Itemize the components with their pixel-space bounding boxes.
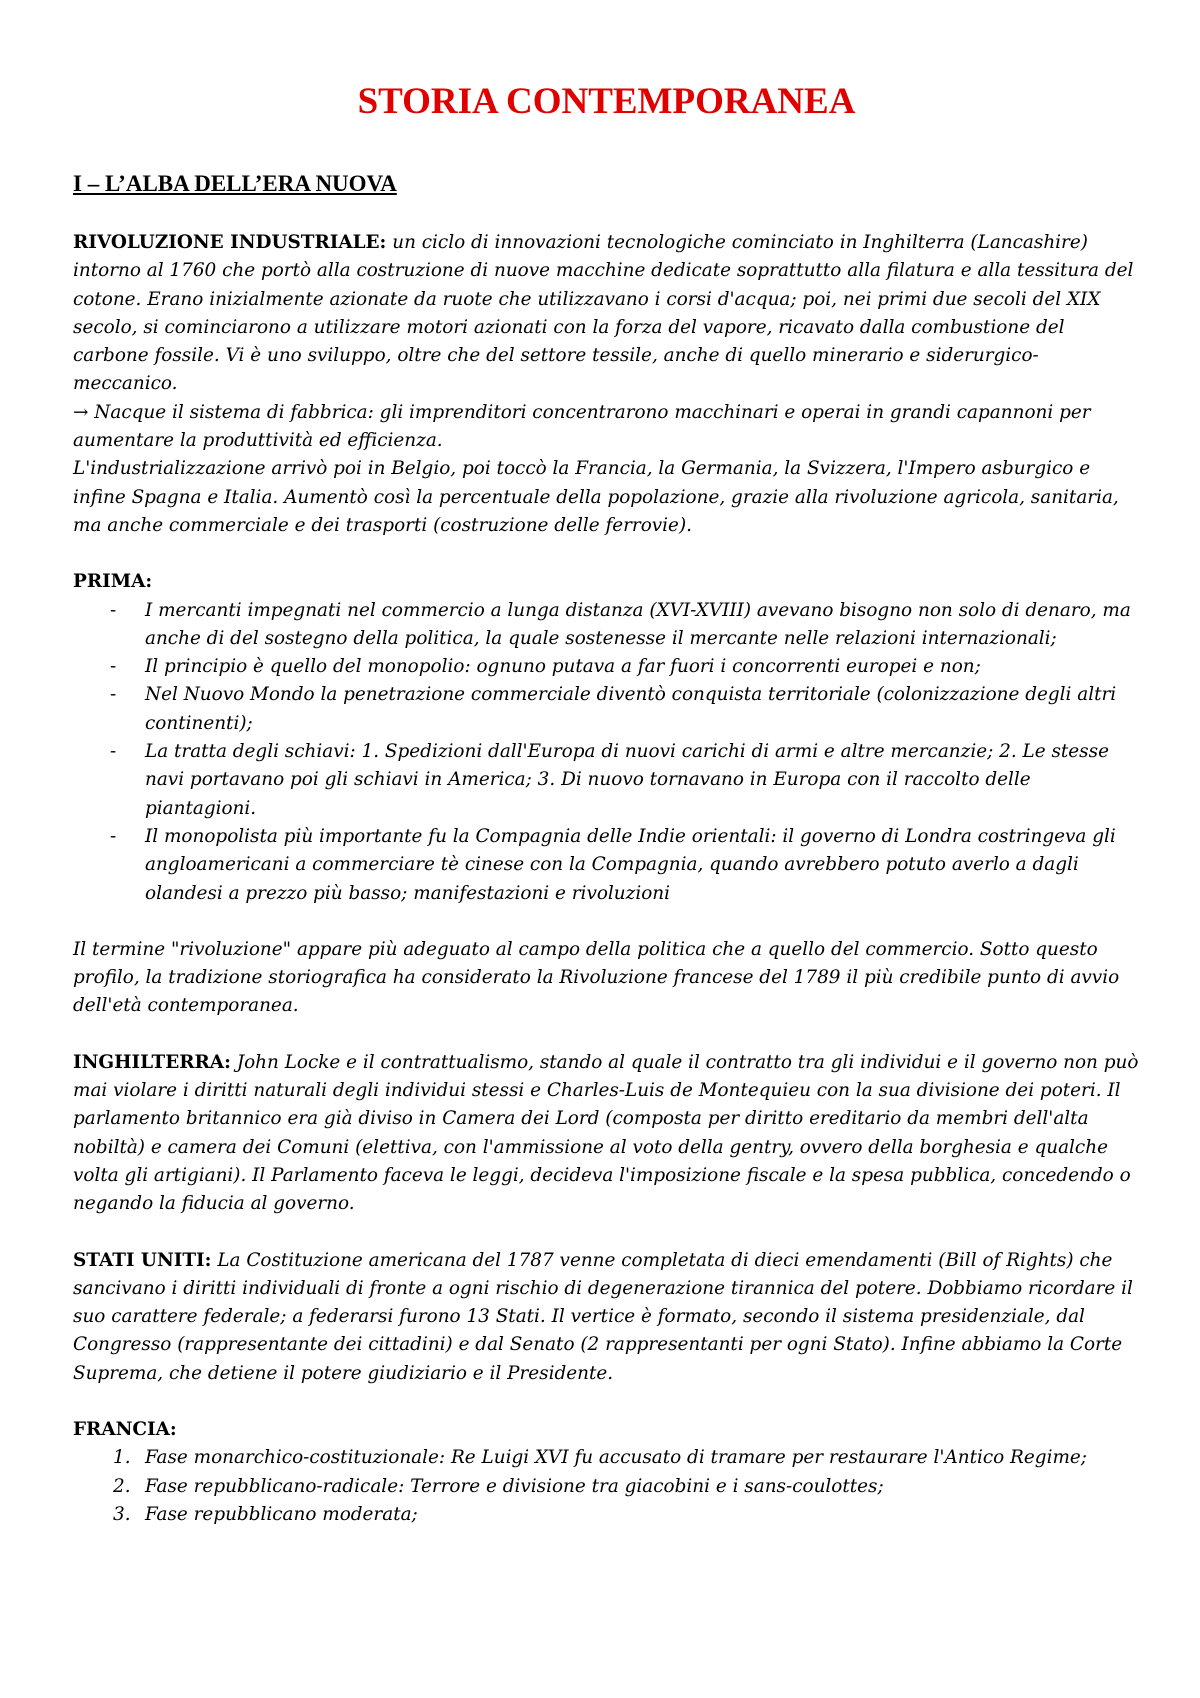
- section-inghilterra: [73, 1049, 1140, 1219]
- fabbrica-text: Nacque il sistema di fabbrica: gli imprenditori concentrarono macchinari e operai in grandi capannoni per aumentare la produttività ed efficienza.: [73, 401, 1091, 452]
- rivoluzione-paragraph: [73, 229, 1140, 399]
- francia-heading: FRANCIA:: [73, 1418, 177, 1440]
- list-item: [73, 653, 1140, 681]
- list-item-text: Fase repubblicano moderata;: [145, 1503, 418, 1525]
- list-item-text: Il monopolista più importante fu la Compagnia delle Indie orientali: il governo di Londra costringeva gli angloamericani a commerciare tè cinese con la Compagnia, quando avrebbero potuto averlo a dagli olandesi a prezzo più basso; manifestazioni e rivoluzioni: [145, 825, 1116, 904]
- dash-bullet: -: [110, 599, 117, 621]
- list-number: 2.: [113, 1475, 131, 1497]
- section-francia: [73, 1416, 1140, 1529]
- rivoluzione-label: RIVOLUZIONE INDUSTRIALE:: [73, 232, 387, 253]
- arrow-right-icon: →: [73, 401, 89, 423]
- stati-uniti-text: La Costituzione americana del 1787 venne completata di dieci emendamenti (Bill of Rights) che sancivano i diritti individuali di fronte a ogni rischio di degenerazione tirannica del potere. Dobbiamo ricordare il suo carattere federale; a federarsi furono 13 Stati. Il vertice è formato, secondo il sistema presidenziale, dal Congresso (rappresentante dei cittadini) e dal Senato (2 rappresentanti per ogni Stato). Infine abbiamo la Corte Suprema, che detiene il potere giudiziario e il Presidente.: [73, 1249, 1133, 1384]
- list-number: 3.: [113, 1503, 131, 1525]
- list-item-text: Nel Nuovo Mondo la penetrazione commerciale diventò conquista territoriale (colonizzazione degli altri continenti);: [145, 684, 1117, 734]
- section-prima: [73, 568, 1140, 908]
- section-rivoluzione-industriale: [73, 229, 1140, 540]
- list-item: [73, 1473, 1140, 1501]
- dash-bullet: -: [110, 741, 117, 763]
- dash-bullet: -: [110, 825, 117, 847]
- list-item: [73, 681, 1140, 738]
- list-item: [73, 597, 1140, 654]
- prima-heading: PRIMA:: [73, 571, 153, 593]
- inghilterra-label: INGHILTERRA:: [73, 1051, 231, 1073]
- list-item: [73, 823, 1140, 908]
- prima-list: [73, 597, 1140, 908]
- list-item: [73, 1444, 1140, 1472]
- industrializzazione-paragraph: L'industrializzazione arrivò poi in Belgio, poi toccò la Francia, la Germania, la Svizzera, l'Impero asburgico e infine Spagna e Italia. Aumentò così la percentuale della popolazione, grazie alla rivoluzione agricola, sanitaria, ma anche commerciale e dei trasporti (costruzione delle ferrovie).: [73, 458, 1119, 536]
- stati-uniti-paragraph: [73, 1247, 1140, 1388]
- section-stati-uniti: [73, 1247, 1140, 1388]
- inghilterra-paragraph: [73, 1049, 1140, 1219]
- section-termine: [73, 936, 1140, 1021]
- dash-bullet: -: [110, 656, 117, 678]
- list-item-text: I mercanti impegnati nel commercio a lunga distanza (XVI-XVIII) avevano bisogno non solo di denaro, ma anche di del sostegno della politica, la quale sostenesse il mercante nelle relazioni internazionali;: [145, 599, 1131, 649]
- chapter-heading: I – L’ALBA DELL’ERA NUOVA: [73, 171, 397, 196]
- list-number: 1.: [113, 1447, 131, 1469]
- list-item-text: Il principio è quello del monopolio: ognuno putava a far fuori i concorrenti europei e non;: [145, 656, 981, 678]
- list-item-text: La tratta degli schiavi: 1. Spedizioni dall'Europa di nuovi carichi di armi e altre mercanzie; 2. Le stesse navi portavano poi gli schiavi in America; 3. Di nuovo tornavano in Europa con il raccolto delle piantagioni.: [145, 741, 1109, 819]
- rivoluzione-text: un ciclo di innovazioni tecnologiche cominciato in Inghilterra (Lancashire) intorno al 1760 che portò alla costruzione di nuove macchine dedicate soprattutto alla filatura e alla tessitura del cotone. Erano inizialmente azionate da ruote che utilizzavano i corsi d'acqua; poi, nei primi due secoli del XIX secolo, si cominciarono a utilizzare motori azionati con la forza del vapore, ricavato dalla combustione del carbone fossile. Vi è uno sviluppo, oltre che del settore tessile, anche di quello minerario e siderurgico-meccanico.: [73, 232, 1134, 395]
- list-item: [73, 1501, 1140, 1529]
- document-title: STORIA CONTEMPORANEA: [357, 81, 856, 122]
- fabbrica-paragraph: [73, 399, 1140, 456]
- list-item-text: Fase repubblicano-radicale: Terrore e divisione tra giacobini e i sans-coulottes;: [145, 1475, 884, 1497]
- inghilterra-text: John Locke e il contrattualismo, stando al quale il contratto tra gli individui e il governo non può mai violare i diritti naturali degli individui stessi e Charles-Luis de Montequieu con la sua divisione dei poteri. Il parlamento britannico era già diviso in Camera dei Lord (composta per diritto ereditario da membri dell'alta nobiltà) e camera dei Comuni (elettiva, con l'ammissione al voto della gentry, ovvero della borghesia e qualche volta gli artigiani). Il Parlamento faceva le leggi, decideva l'imposizione fiscale e la spesa pubblica, concedendo o negando la fiducia al governo.: [73, 1051, 1139, 1215]
- stati-uniti-label: STATI UNITI:: [73, 1249, 212, 1271]
- list-item-text: Fase monarchico-costituzionale: Re Luigi XVI fu accusato di tramare per restaurare l'Antico Regime;: [145, 1447, 1087, 1469]
- dash-bullet: -: [110, 684, 117, 706]
- list-item: [73, 738, 1140, 823]
- termine-paragraph: Il termine "rivoluzione" appare più adeguato al campo della politica che a quello del commercio. Sotto questo profilo, la tradizione storiografica ha considerato la Rivoluzione francese del 1789 il più credibile punto di avvio dell'età contemporanea.: [73, 938, 1120, 1017]
- francia-list: [73, 1444, 1140, 1529]
